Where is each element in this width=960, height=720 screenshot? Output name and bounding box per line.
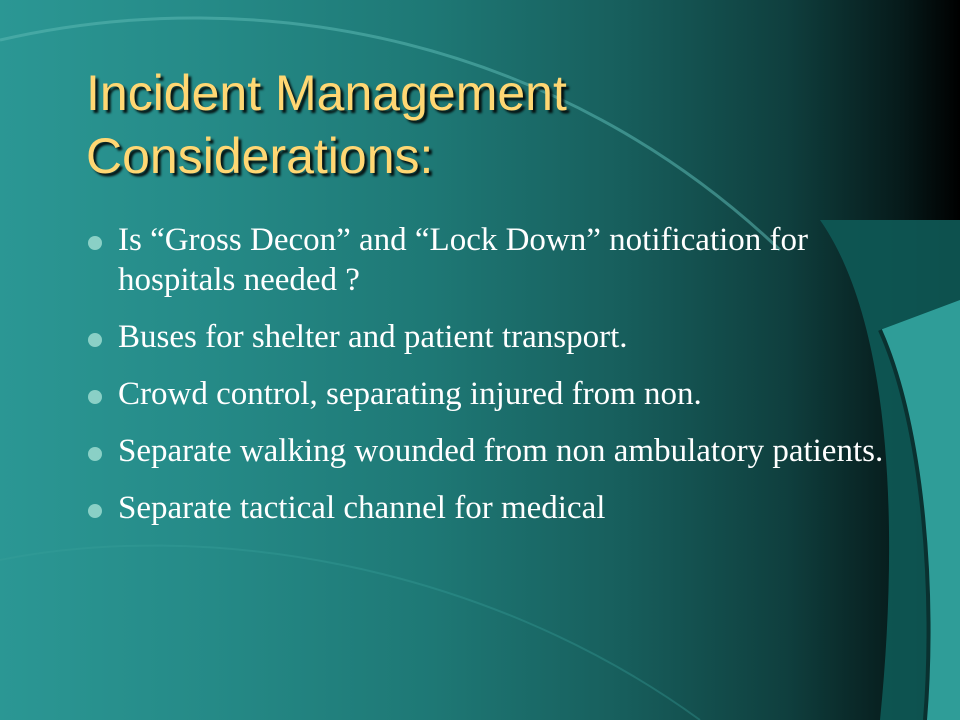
bullet-dot-icon xyxy=(88,333,102,347)
bullet-text: Crowd control, separating injured from non. xyxy=(118,376,702,412)
slide-title xyxy=(86,62,886,188)
bullet-item xyxy=(88,431,908,471)
bullet-dot-icon xyxy=(88,504,102,518)
title-line-2: Considerations: xyxy=(86,128,434,184)
bullet-text: Separate tactical channel for medical xyxy=(118,490,606,526)
bullet-item xyxy=(88,220,908,300)
bullet-text: Buses for shelter and patient transport. xyxy=(118,319,628,355)
bullet-text: Is “Gross Decon” and “Lock Down” notification for hospitals needed ? xyxy=(118,222,809,298)
bottom-swoosh-arc xyxy=(0,546,700,720)
bullet-item xyxy=(88,317,908,357)
title-line-1: Incident Management xyxy=(86,65,567,121)
bullet-dot-icon xyxy=(88,236,102,250)
bullet-list xyxy=(88,220,908,545)
bullet-text: Separate walking wounded from non ambulatory patients. xyxy=(118,433,884,469)
bullet-dot-icon xyxy=(88,447,102,461)
bullet-item xyxy=(88,488,908,528)
bullet-dot-icon xyxy=(88,390,102,404)
bullet-item xyxy=(88,374,908,414)
